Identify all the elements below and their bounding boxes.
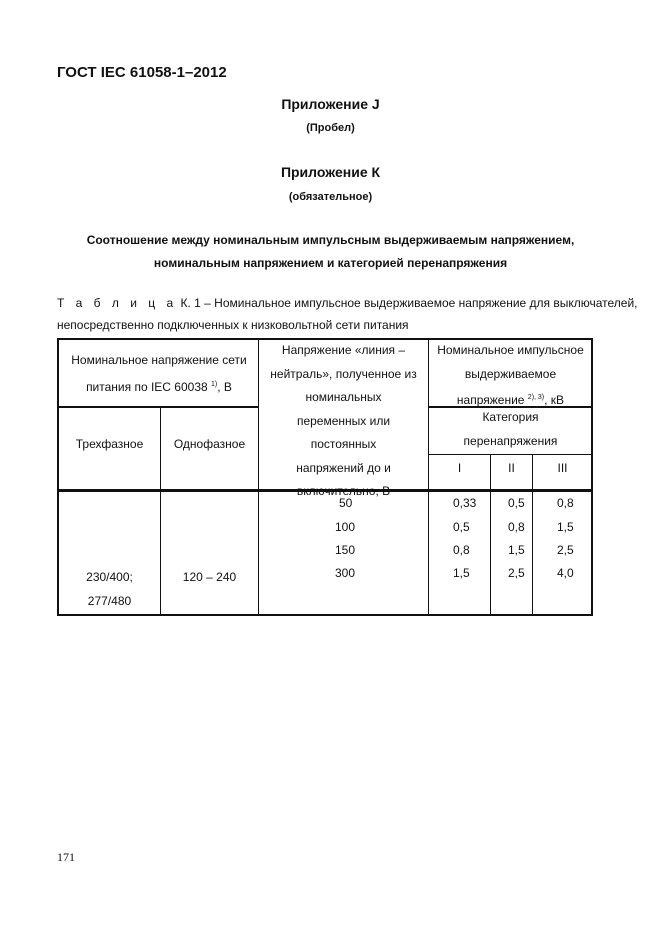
- line-neutral-value: 300: [335, 566, 356, 580]
- appendix-k-subtitle: (обязательное): [288, 191, 373, 203]
- cat-2-value: 2,5: [508, 566, 525, 580]
- cat-2-value: 0,8: [508, 520, 525, 534]
- cat-1-value: 0,5: [453, 520, 470, 534]
- header-impulse-voltage: Номинальное импульсное выдерживаемое напряжение $^{2), 3)}$, кВ: [437, 343, 584, 407]
- cat-3-value: 1,5: [557, 520, 574, 534]
- cat-3-value: 0,8: [557, 496, 574, 510]
- header-cat-3: III: [557, 461, 568, 475]
- appendix-j-title: Приложение J: [281, 96, 380, 112]
- table-caption-line1: [57, 296, 638, 310]
- header-line-neutral: Напряжение «линия – нейтраль», полученное из номинальных переменных или постоянных напряжений до и включительно, В: [270, 343, 417, 498]
- appendix-k-title: Приложение К: [280, 164, 381, 180]
- cat-3-value: 2,5: [557, 543, 574, 557]
- single-phase-value: 120 – 240: [182, 570, 237, 584]
- header-single-phase: Однофазное: [173, 437, 246, 451]
- cat-1-value: 0,33: [453, 496, 477, 510]
- section-heading-line1: Соотношение между номинальным импульсным выдерживаемым напряжением,: [86, 233, 575, 247]
- line-neutral-value: 50: [339, 496, 353, 510]
- header-cat-2: II: [508, 461, 515, 475]
- section-heading-line2: номинальным напряжением и категорией перенапряжения: [153, 256, 508, 270]
- header-three-phase: Трехфазное: [75, 437, 144, 451]
- cat-1-value: 1,5: [453, 566, 470, 580]
- line-neutral-value: 150: [335, 543, 356, 557]
- caption-text: К. 1 – Номинальное импульсное выдерживаемое напряжение для выключателей,: [177, 296, 638, 310]
- three-phase-value: 230/400; 277/480: [86, 570, 133, 608]
- cat-3-value: 4,0: [557, 566, 574, 580]
- header-supply-voltage: Номинальное напряжение сети питания по IEC 60038 $^{1)}$, В: [71, 353, 247, 394]
- header-cat-1: I: [457, 461, 462, 475]
- standard-number: ГОСТ IEC 61058-1–2012: [57, 64, 227, 81]
- header-category: Категория перенапряжения: [463, 410, 558, 448]
- cat-1-value: 0,8: [453, 543, 470, 557]
- caption-prefix: Т а б л и ц а: [57, 296, 178, 310]
- appendix-j-subtitle: (Пробел): [306, 122, 355, 134]
- cat-2-value: 0,5: [508, 496, 525, 510]
- table-caption-line2: непосредственно подключенных к низковольтной сети питания: [57, 318, 409, 332]
- cat-2-value: 1,5: [508, 543, 525, 557]
- line-neutral-value: 100: [335, 520, 356, 534]
- page-number: 171: [57, 850, 75, 864]
